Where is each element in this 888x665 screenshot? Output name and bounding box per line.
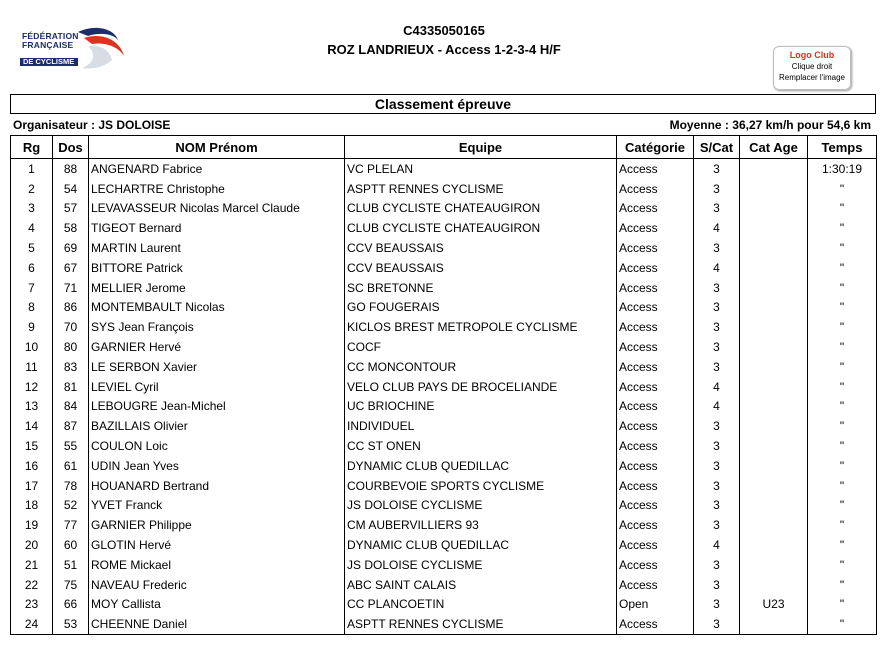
cell-rg: 4	[11, 218, 53, 238]
cell-rg: 13	[11, 397, 53, 417]
cell-scat: 3	[694, 476, 740, 496]
table-row	[11, 218, 877, 238]
cell-equipe: ASPTT RENNES CYCLISME	[345, 614, 617, 634]
cell-cat-age	[740, 555, 808, 575]
cell-temps: "	[808, 238, 877, 258]
cell-nom: CHEENNE Daniel	[89, 614, 345, 634]
cell-nom: MARTIN Laurent	[89, 238, 345, 258]
cell-rg: 22	[11, 575, 53, 595]
col-header-categorie: Catégorie	[617, 136, 694, 159]
cell-nom: GLOTIN Hervé	[89, 535, 345, 555]
cell-categorie: Access	[617, 298, 694, 318]
cell-equipe: CC ST ONEN	[345, 436, 617, 456]
cell-scat: 3	[694, 496, 740, 516]
cell-nom: NAVEAU Frederic	[89, 575, 345, 595]
cell-scat: 3	[694, 416, 740, 436]
table-row	[11, 397, 877, 417]
cell-categorie: Access	[617, 337, 694, 357]
cell-scat: 4	[694, 377, 740, 397]
cell-categorie: Access	[617, 218, 694, 238]
results-table	[10, 135, 877, 635]
cell-cat-age	[740, 258, 808, 278]
cell-cat-age	[740, 575, 808, 595]
cell-cat-age	[740, 377, 808, 397]
cell-nom: BAZILLAIS Olivier	[89, 416, 345, 436]
col-header-cat-age: Cat Age	[740, 136, 808, 159]
header-row	[11, 136, 877, 159]
cell-cat-age: U23	[740, 595, 808, 615]
cell-cat-age	[740, 535, 808, 555]
cell-nom: UDIN Jean Yves	[89, 456, 345, 476]
cell-dos: 71	[53, 278, 89, 298]
logo-club-title: Logo Club	[789, 50, 835, 60]
cell-categorie: Open	[617, 595, 694, 615]
cell-nom: LE SERBON Xavier	[89, 357, 345, 377]
cell-categorie: Access	[617, 357, 694, 377]
cell-cat-age	[740, 496, 808, 516]
cell-rg: 18	[11, 496, 53, 516]
table-row	[11, 317, 877, 337]
table-row	[11, 199, 877, 219]
cell-temps: "	[808, 555, 877, 575]
table-row	[11, 476, 877, 496]
table-row	[11, 298, 877, 318]
cell-temps: "	[808, 535, 877, 555]
cell-rg: 2	[11, 179, 53, 199]
col-header-temps: Temps	[808, 136, 877, 159]
cell-rg: 20	[11, 535, 53, 555]
cell-categorie: Access	[617, 397, 694, 417]
cell-dos: 61	[53, 456, 89, 476]
cell-categorie: Access	[617, 456, 694, 476]
average-speed: Moyenne : 36,27 km/h pour 54,6 km	[669, 118, 871, 132]
cell-equipe: SC BRETONNE	[345, 278, 617, 298]
table-row	[11, 535, 877, 555]
cell-dos: 81	[53, 377, 89, 397]
col-header-rg: Rg	[11, 136, 53, 159]
cell-rg: 16	[11, 456, 53, 476]
table-row	[11, 595, 877, 615]
cell-cat-age	[740, 298, 808, 318]
cell-scat: 3	[694, 337, 740, 357]
cell-scat: 3	[694, 199, 740, 219]
cell-scat: 3	[694, 317, 740, 337]
cell-categorie: Access	[617, 476, 694, 496]
cell-nom: BITTORE Patrick	[89, 258, 345, 278]
cell-cat-age	[740, 199, 808, 219]
cell-temps: "	[808, 456, 877, 476]
cell-dos: 55	[53, 436, 89, 456]
table-row	[11, 555, 877, 575]
cell-scat: 3	[694, 555, 740, 575]
cell-cat-age	[740, 218, 808, 238]
cell-nom: LECHARTRE Christophe	[89, 179, 345, 199]
cell-rg: 23	[11, 595, 53, 615]
cell-rg: 12	[11, 377, 53, 397]
table-row	[11, 337, 877, 357]
cell-equipe: CLUB CYCLISTE CHATEAUGIRON	[345, 199, 617, 219]
cell-equipe: COURBEVOIE SPORTS CYCLISME	[345, 476, 617, 496]
cell-temps: "	[808, 515, 877, 535]
cell-temps: "	[808, 377, 877, 397]
logo-club-line-2: Remplacer l'image	[779, 73, 845, 82]
cell-cat-age	[740, 159, 808, 179]
cell-cat-age	[740, 357, 808, 377]
cell-equipe: CC MONCONTOUR	[345, 357, 617, 377]
cell-equipe: GO FOUGERAIS	[345, 298, 617, 318]
cell-nom: GARNIER Hervé	[89, 337, 345, 357]
cell-equipe: DYNAMIC CLUB QUEDILLAC	[345, 535, 617, 555]
cell-dos: 86	[53, 298, 89, 318]
cell-temps: "	[808, 575, 877, 595]
cell-rg: 11	[11, 357, 53, 377]
cell-nom: MOY Callista	[89, 595, 345, 615]
cell-dos: 60	[53, 535, 89, 555]
cell-equipe: COCF	[345, 337, 617, 357]
cell-cat-age	[740, 515, 808, 535]
cell-dos: 53	[53, 614, 89, 634]
cell-cat-age	[740, 416, 808, 436]
cell-dos: 67	[53, 258, 89, 278]
table-row	[11, 456, 877, 476]
cell-nom: COULON Loic	[89, 436, 345, 456]
logo-club-line-1: Clique droit	[791, 62, 833, 71]
cell-nom: ANGENARD Fabrice	[89, 159, 345, 179]
cell-categorie: Access	[617, 416, 694, 436]
cell-cat-age	[740, 317, 808, 337]
table-row	[11, 377, 877, 397]
section-title: Classement épreuve	[10, 94, 876, 114]
cell-temps: "	[808, 337, 877, 357]
table-row	[11, 258, 877, 278]
cell-rg: 17	[11, 476, 53, 496]
cell-cat-age	[740, 179, 808, 199]
cell-dos: 80	[53, 337, 89, 357]
cell-dos: 77	[53, 515, 89, 535]
cell-nom: SYS Jean François	[89, 317, 345, 337]
cell-categorie: Access	[617, 535, 694, 555]
table-row	[11, 515, 877, 535]
cell-rg: 19	[11, 515, 53, 535]
cell-temps: "	[808, 416, 877, 436]
cell-temps: "	[808, 218, 877, 238]
cell-temps: "	[808, 199, 877, 219]
cell-equipe: KICLOS BREST METROPOLE CYCLISME	[345, 317, 617, 337]
cell-equipe: CCV BEAUSSAIS	[345, 258, 617, 278]
cell-categorie: Access	[617, 278, 694, 298]
cell-scat: 4	[694, 535, 740, 555]
cell-dos: 87	[53, 416, 89, 436]
cell-categorie: Access	[617, 515, 694, 535]
cell-equipe: JS DOLOISE CYCLISME	[345, 496, 617, 516]
cell-cat-age	[740, 436, 808, 456]
cell-temps: "	[808, 179, 877, 199]
table-row	[11, 436, 877, 456]
cell-scat: 4	[694, 218, 740, 238]
cell-dos: 52	[53, 496, 89, 516]
cell-nom: LEBOUGRE Jean-Michel	[89, 397, 345, 417]
col-header-dos: Dos	[53, 136, 89, 159]
cell-temps: "	[808, 317, 877, 337]
race-name: ROZ LANDRIEUX - Access 1-2-3-4 H/F	[327, 42, 561, 57]
cell-categorie: Access	[617, 199, 694, 219]
cell-nom: LEVIEL Cyril	[89, 377, 345, 397]
cell-scat: 3	[694, 298, 740, 318]
cell-temps: "	[808, 476, 877, 496]
cell-rg: 21	[11, 555, 53, 575]
cell-categorie: Access	[617, 317, 694, 337]
cell-rg: 5	[11, 238, 53, 258]
cell-nom: MONTEMBAULT Nicolas	[89, 298, 345, 318]
cell-dos: 83	[53, 357, 89, 377]
cell-scat: 3	[694, 456, 740, 476]
cell-equipe: VELO CLUB PAYS DE BROCELIANDE	[345, 377, 617, 397]
cell-temps: "	[808, 258, 877, 278]
cell-temps: "	[808, 614, 877, 634]
cell-temps: "	[808, 357, 877, 377]
table-row	[11, 159, 877, 179]
cell-cat-age	[740, 456, 808, 476]
cell-dos: 70	[53, 317, 89, 337]
cell-nom: GARNIER Philippe	[89, 515, 345, 535]
cell-nom: TIGEOT Bernard	[89, 218, 345, 238]
cell-rg: 6	[11, 258, 53, 278]
cell-nom: HOUANARD Bertrand	[89, 476, 345, 496]
col-header-scat: S/Cat	[694, 136, 740, 159]
cell-scat: 3	[694, 278, 740, 298]
cell-rg: 3	[11, 199, 53, 219]
table-row	[11, 278, 877, 298]
cell-equipe: CM AUBERVILLIERS 93	[345, 515, 617, 535]
cell-scat: 3	[694, 357, 740, 377]
cell-dos: 57	[53, 199, 89, 219]
logo-club-placeholder[interactable]	[773, 46, 851, 90]
cell-categorie: Access	[617, 496, 694, 516]
cell-categorie: Access	[617, 575, 694, 595]
col-header-nom: NOM Prénom	[89, 136, 345, 159]
cell-dos: 88	[53, 159, 89, 179]
cell-dos: 75	[53, 575, 89, 595]
cell-categorie: Access	[617, 238, 694, 258]
cell-equipe: VC PLELAN	[345, 159, 617, 179]
cell-dos: 78	[53, 476, 89, 496]
cell-temps: "	[808, 436, 877, 456]
cell-nom: YVET Franck	[89, 496, 345, 516]
table-row	[11, 238, 877, 258]
cell-scat: 4	[694, 258, 740, 278]
cell-equipe: DYNAMIC CLUB QUEDILLAC	[345, 456, 617, 476]
cell-equipe: ASPTT RENNES CYCLISME	[345, 179, 617, 199]
cell-rg: 9	[11, 317, 53, 337]
federation-logo-bar: DE CYCLISME	[20, 58, 78, 66]
cell-scat: 3	[694, 238, 740, 258]
cell-cat-age	[740, 397, 808, 417]
cell-temps: "	[808, 397, 877, 417]
cell-rg: 7	[11, 278, 53, 298]
cell-scat: 3	[694, 515, 740, 535]
cell-equipe: INDIVIDUEL	[345, 416, 617, 436]
cell-scat: 3	[694, 436, 740, 456]
cell-categorie: Access	[617, 179, 694, 199]
cell-cat-age	[740, 238, 808, 258]
cell-temps: "	[808, 278, 877, 298]
cell-scat: 4	[694, 397, 740, 417]
cell-equipe: CLUB CYCLISTE CHATEAUGIRON	[345, 218, 617, 238]
cell-cat-age	[740, 337, 808, 357]
cell-categorie: Access	[617, 436, 694, 456]
cell-rg: 15	[11, 436, 53, 456]
organizer: Organisateur : JS DOLOISE	[13, 118, 171, 132]
cell-rg: 10	[11, 337, 53, 357]
cell-cat-age	[740, 614, 808, 634]
cell-dos: 69	[53, 238, 89, 258]
cell-temps: 1:30:19	[808, 159, 877, 179]
cell-dos: 66	[53, 595, 89, 615]
cell-equipe: ABC SAINT CALAIS	[345, 575, 617, 595]
cell-scat: 3	[694, 595, 740, 615]
cell-rg: 8	[11, 298, 53, 318]
col-header-equipe: Equipe	[345, 136, 617, 159]
cell-cat-age	[740, 278, 808, 298]
cell-nom: LEVAVASSEUR Nicolas Marcel Claude	[89, 199, 345, 219]
cell-dos: 54	[53, 179, 89, 199]
table-row	[11, 496, 877, 516]
table-row	[11, 416, 877, 436]
cell-temps: "	[808, 298, 877, 318]
cell-nom: MELLIER Jerome	[89, 278, 345, 298]
table-row	[11, 179, 877, 199]
cell-rg: 24	[11, 614, 53, 634]
federation-logo-line-1: FÉDÉRATION	[22, 31, 79, 41]
cell-categorie: Access	[617, 159, 694, 179]
cell-equipe: UC BRIOCHINE	[345, 397, 617, 417]
cell-categorie: Access	[617, 614, 694, 634]
cell-categorie: Access	[617, 555, 694, 575]
cell-dos: 58	[53, 218, 89, 238]
cell-categorie: Access	[617, 258, 694, 278]
cell-equipe: JS DOLOISE CYCLISME	[345, 555, 617, 575]
cell-scat: 3	[694, 159, 740, 179]
cell-scat: 3	[694, 614, 740, 634]
cell-nom: ROME Mickael	[89, 555, 345, 575]
cell-equipe: CC PLANCOETIN	[345, 595, 617, 615]
cell-dos: 84	[53, 397, 89, 417]
race-code: C4335050165	[403, 23, 485, 38]
table-row	[11, 357, 877, 377]
cell-equipe: CCV BEAUSSAIS	[345, 238, 617, 258]
cell-scat: 3	[694, 575, 740, 595]
cell-dos: 51	[53, 555, 89, 575]
cell-scat: 3	[694, 179, 740, 199]
cell-rg: 1	[11, 159, 53, 179]
cell-categorie: Access	[617, 377, 694, 397]
federation-logo-line-2: FRANÇAISE	[22, 40, 74, 50]
cell-cat-age	[740, 476, 808, 496]
cell-temps: "	[808, 496, 877, 516]
cell-temps: "	[808, 595, 877, 615]
table-row	[11, 614, 877, 634]
cell-rg: 14	[11, 416, 53, 436]
table-row	[11, 575, 877, 595]
